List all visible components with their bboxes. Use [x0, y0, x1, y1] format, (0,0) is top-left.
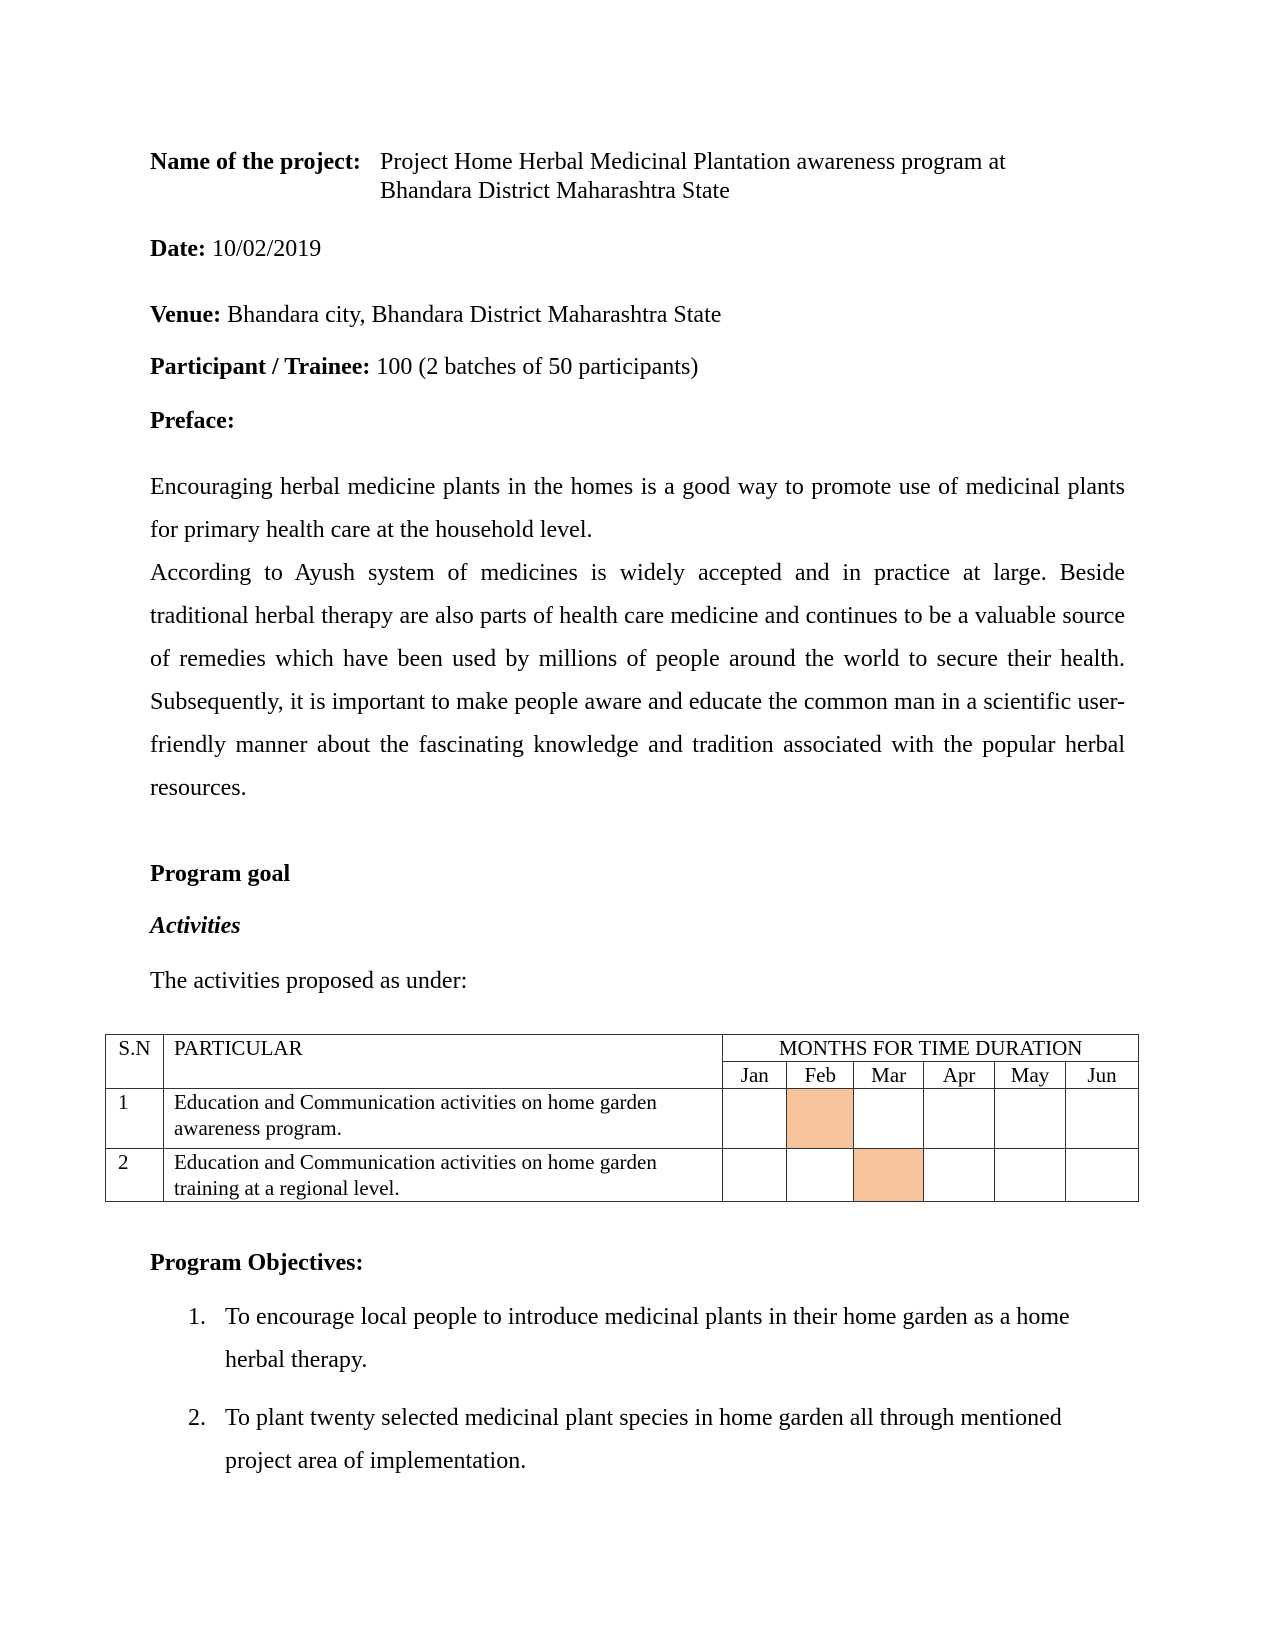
- date-value: 10/02/2019: [205, 236, 322, 262]
- month-jan: Jan: [723, 1062, 787, 1089]
- activities-heading: Activities: [150, 913, 241, 939]
- objective-text: [225, 1397, 1125, 1483]
- table-row: [106, 1149, 1139, 1202]
- preface-paragraph-2: According to Ayush system of medicines is widely accepted and in practice at large. Beside traditional herbal therapy are also parts of health care medicine and continues to be a valuable source of remedies which have been used by millions of people around the world to secure their health. Subsequently, it is important to make people aware and educate the common man in a scientific user-friendly manner about the fascinating knowledge and tradition associated with the popular herbal resources.: [150, 560, 1125, 801]
- cell-mar: [854, 1089, 924, 1149]
- cell-feb: [787, 1149, 854, 1202]
- program-goal-heading: Program goal: [150, 861, 291, 887]
- month-jun: Jun: [1066, 1062, 1139, 1089]
- project-name-value: [380, 148, 1140, 206]
- header-particular: PARTICULAR: [163, 1035, 722, 1089]
- row-sn: 1: [106, 1089, 164, 1149]
- month-may: May: [995, 1062, 1066, 1089]
- participant-line: [150, 354, 698, 381]
- venue-label: Venue:: [150, 302, 222, 328]
- project-name-line-1: Project Home Herbal Medicinal Plantation awareness program at: [380, 149, 1006, 175]
- preface-body: [150, 466, 1125, 810]
- table-row: [106, 1089, 1139, 1149]
- cell-mar-active: [854, 1149, 924, 1202]
- header-sn: S.N: [106, 1035, 164, 1089]
- date-line: [150, 236, 321, 263]
- activities-intro: The activities proposed as under:: [150, 968, 468, 994]
- cell-apr: [924, 1149, 995, 1202]
- objective-line-1: To encourage local people to introduce medicinal plants in their home garden as a home: [225, 1304, 1070, 1330]
- row-particular-line-2: awareness program.: [173, 1116, 342, 1140]
- project-name-label: Name of the project:: [150, 149, 361, 175]
- row-sn: 2: [106, 1149, 164, 1202]
- cell-jan: [723, 1089, 787, 1149]
- cell-feb-active: [787, 1089, 854, 1149]
- objective-line-1: To plant twenty selected medicinal plant species in home garden all through mentioned: [225, 1405, 1062, 1431]
- preface-heading: Preface:: [150, 408, 235, 434]
- objective-item-1: [150, 1296, 1125, 1382]
- row-particular: [163, 1149, 722, 1202]
- row-particular: [163, 1089, 722, 1149]
- month-apr: Apr: [924, 1062, 995, 1089]
- month-mar: Mar: [854, 1062, 924, 1089]
- venue-line: [150, 302, 721, 329]
- cell-jan: [723, 1149, 787, 1202]
- date-label: Date:: [150, 236, 206, 262]
- objectives-heading: Program Objectives:: [150, 1250, 364, 1276]
- row-particular-line-1: Education and Communication activities on home garden: [173, 1090, 657, 1114]
- objective-line-2: project area of implementation.: [225, 1448, 527, 1474]
- cell-may: [995, 1149, 1066, 1202]
- objective-number: 2.: [188, 1405, 206, 1431]
- table-header-row: [106, 1035, 1139, 1062]
- header-months: MONTHS FOR TIME DURATION: [723, 1035, 1139, 1062]
- objective-line-2: herbal therapy.: [225, 1347, 368, 1373]
- venue-value: Bhandara city, Bhandara District Maharashtra State: [221, 302, 722, 328]
- objective-item-2: [150, 1397, 1125, 1483]
- objective-number: 1.: [188, 1304, 206, 1330]
- preface-paragraph-1: Encouraging herbal medicine plants in the homes is a good way to promote use of medicinal plants for primary health care at the household level.: [150, 474, 1125, 543]
- participant-value: 100 (2 batches of 50 participants): [370, 354, 699, 380]
- objective-text: [225, 1296, 1125, 1382]
- cell-jun: [1066, 1149, 1139, 1202]
- month-feb: Feb: [787, 1062, 854, 1089]
- row-particular-line-2: training at a regional level.: [173, 1176, 400, 1200]
- cell-jun: [1066, 1089, 1139, 1149]
- project-name-line-2: Bhandara District Maharashtra State: [380, 178, 730, 204]
- activities-table: [105, 1034, 1139, 1202]
- participant-label: Participant / Trainee:: [150, 354, 371, 380]
- cell-may: [995, 1089, 1066, 1149]
- row-particular-line-1: Education and Communication activities on home garden: [173, 1150, 657, 1174]
- cell-apr: [924, 1089, 995, 1149]
